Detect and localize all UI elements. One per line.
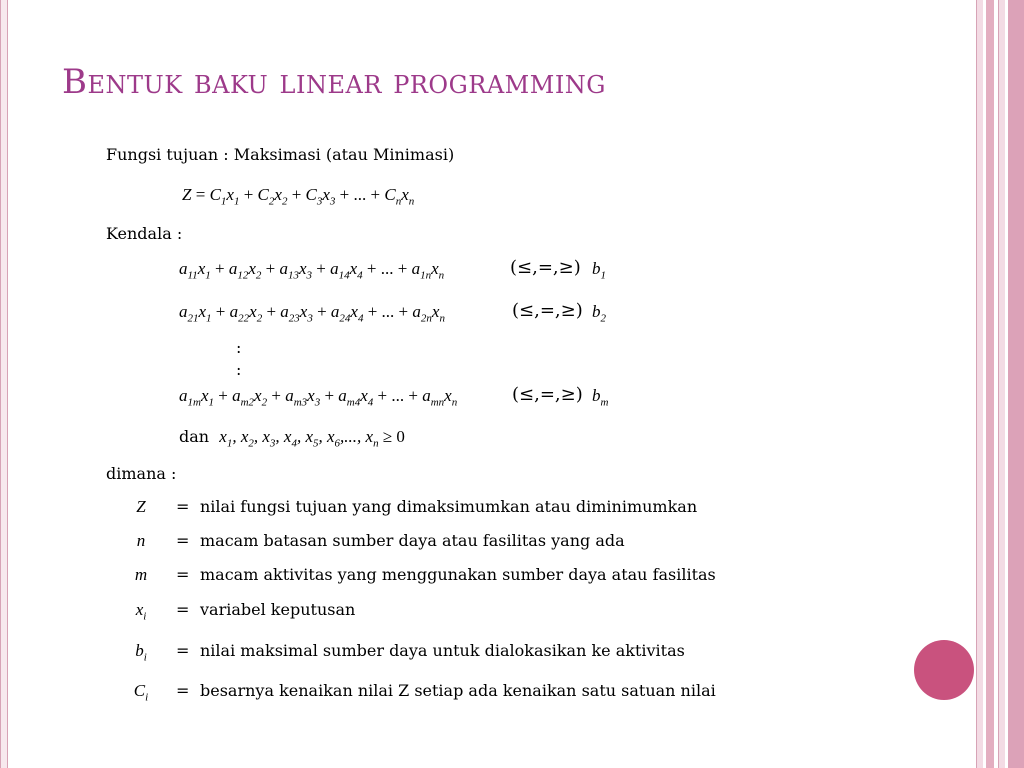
left-decorative-stripe	[0, 0, 8, 768]
definition-equals: =	[176, 681, 190, 700]
definition-equals: =	[176, 565, 190, 584]
definition-symbol: m	[134, 565, 148, 584]
constraint-row: $a_{11}x_1 + a_{12}x_2 + a_{13}x_3 + a_{14}x_4$ + ... + $a_{1n}x_n$	[179, 259, 445, 282]
definition-text: nilai fungsi tujuan yang dimaksimumkan atau diminimumkan	[200, 497, 698, 516]
definition-text: macam aktivitas yang menggunakan sumber daya atau fasilitas	[200, 565, 716, 584]
constraint-rhs: $b_2$	[592, 302, 606, 325]
definition-text: macam batasan sumber daya atau fasilitas yang ada	[200, 531, 625, 550]
definition-symbol: $C_i$	[133, 681, 149, 704]
vertical-ellipsis: :	[236, 360, 242, 379]
stripe	[976, 0, 983, 768]
definition-text: besarnya kenaikan nilai Z setiap ada kenaikan satu satuan nilai	[200, 681, 716, 700]
stripe	[986, 0, 994, 768]
right-decorative-stripes	[976, 0, 1024, 768]
stripe	[1008, 0, 1024, 768]
definition-symbol: Z	[136, 497, 146, 516]
constraint-relation: (≤,=,≥)	[512, 384, 583, 405]
definition-equals: =	[176, 497, 190, 516]
slide-title: Bentuk baku linear programming	[62, 62, 606, 102]
definition-equals: =	[176, 641, 190, 660]
definition-symbol: n	[136, 531, 146, 550]
constraint-relation: (≤,=,≥)	[510, 257, 581, 278]
objective-formula: $Z = C_1x_1 + C_2x_2 + C_3x_3$ + ... + $C_nx_n$	[182, 185, 415, 208]
decorative-circle	[914, 640, 974, 700]
where-label: dimana :	[106, 464, 177, 483]
constraint-rhs: $b_1$	[592, 259, 606, 282]
constraint-row: $a_{1m}x_1 + a_{m2}x_2 + a_{m3}x_3 + a_{m4}x_4$ + ... + $a_{mn}x_n$	[179, 386, 458, 409]
constraint-rhs: $b_m$	[592, 386, 609, 409]
definition-text: variabel keputusan	[200, 600, 356, 619]
constraint-label: Kendala :	[106, 224, 183, 243]
constraint-row: $a_{21}x_1 + a_{22}x_2 + a_{23}x_3 + a_{24}x_4$ + ... + $a_{2n}x_n$	[179, 302, 445, 325]
stripe	[998, 0, 1005, 768]
definition-symbol: $b_i$	[135, 641, 147, 664]
objective-label: Fungsi tujuan : Maksimasi (atau Minimasi)	[106, 145, 455, 164]
definition-text: nilai maksimal sumber daya untuk dialokasikan ke aktivitas	[200, 641, 685, 660]
vertical-ellipsis: :	[236, 338, 242, 357]
definition-symbol: $x_i$	[135, 600, 147, 623]
nonnegativity-constraint: dan $x_1$, $x_2$, $x_3$, $x_4$, $x_5$, $x_6$,..., $x_n \ge 0$	[179, 427, 405, 450]
definition-equals: =	[176, 531, 190, 550]
constraint-relation: (≤,=,≥)	[512, 300, 583, 321]
definition-equals: =	[176, 600, 190, 619]
